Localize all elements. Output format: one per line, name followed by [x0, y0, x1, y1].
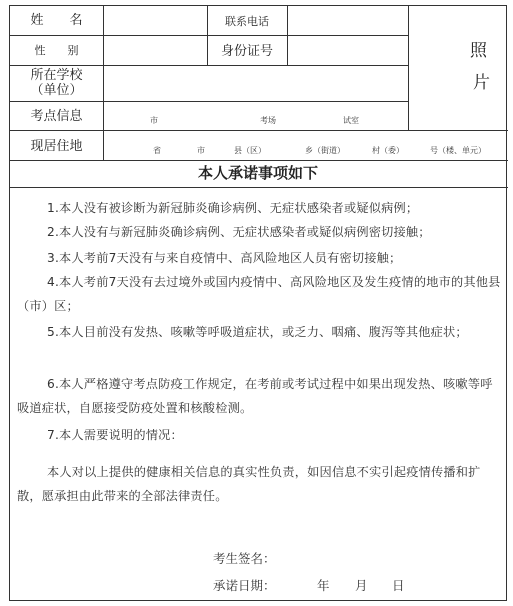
- school-label-line1: 所在学校: [30, 68, 83, 83]
- row-divider: [10, 101, 408, 102]
- signature-input[interactable]: [280, 548, 480, 570]
- name-input[interactable]: [104, 6, 207, 35]
- name-label: 姓 名: [30, 13, 83, 28]
- date-day: 日: [392, 578, 405, 593]
- exam-city-suffix: 市: [150, 116, 158, 125]
- pledge-form: [9, 5, 507, 601]
- address-label: 现居住地: [30, 139, 83, 154]
- address-city-suffix: 市: [197, 146, 205, 155]
- photo-label-2: 片: [473, 73, 490, 93]
- pledge-statement: 本人对以上提供的健康相关信息的真实性负责，如因信息不实引起疫情传播和扩散，愿承担由此带来的全部法律责任。: [17, 465, 481, 503]
- address-village-suffix: 村（委）: [372, 146, 404, 155]
- phone-input[interactable]: [288, 6, 408, 35]
- school-input[interactable]: [104, 66, 408, 101]
- photo-label-1: 照: [470, 41, 487, 61]
- exam-room-suffix: 试室: [343, 116, 359, 125]
- id-number-input[interactable]: [288, 36, 408, 65]
- pledge-heading: 本人承诺事项如下: [197, 164, 318, 182]
- address-county-suffix: 县（区）: [234, 146, 266, 155]
- address-town-suffix: 乡（街道）: [305, 146, 345, 155]
- school-label-line2: （单位）: [30, 83, 83, 98]
- address-number-suffix: 号（楼、单元）: [430, 146, 486, 155]
- gender-input[interactable]: [104, 36, 207, 65]
- pledge-item-7: 7.本人需要说明的情况：: [47, 428, 183, 442]
- pledge-item-4: 4.本人考前7天没有去过境外或国内疫情中、高风险地区及发生疫情的地市的其他县（市）区；: [17, 275, 501, 313]
- pledge-item-2: 2.本人没有与新冠肺炎确诊病例、无症状感染者或疑似病例密切接触；: [47, 225, 431, 239]
- signature-label: 考生签名：: [213, 551, 276, 566]
- phone-label: 联系电话: [225, 15, 269, 28]
- photo-box[interactable]: [409, 6, 508, 130]
- gender-label: 性 别: [34, 44, 79, 57]
- pledge-item-3: 3.本人考前7天没有与来自疫情中、高风险地区人员有密切接触；: [47, 251, 402, 265]
- pledge-item-5: 5.本人目前没有发热、咳嗽等呼吸道症状，或乏力、咽痛、腹泻等其他症状；: [47, 325, 468, 339]
- address-province-suffix: 省: [153, 146, 161, 155]
- pledge-item-1: 1.本人没有被诊断为新冠肺炎确诊病例、无症状感染者或疑似病例；: [47, 201, 419, 215]
- date-label: 承诺日期：: [213, 578, 276, 593]
- date-month: 月: [355, 578, 368, 593]
- exam-site-suffix: 考场: [260, 116, 276, 125]
- pledge-item-6: 6.本人严格遵守考点防疫工作规定，在考前或考试过程中如果出现发热、咳嗽等呼吸道症状，自愿接受防疫处置和核酸检测。: [17, 377, 493, 415]
- school-label: [10, 68, 103, 98]
- row-divider: [10, 130, 508, 131]
- id-number-label: 身份证号: [220, 44, 273, 59]
- row-divider: [10, 187, 508, 188]
- row-divider: [10, 160, 508, 161]
- date-year: 年: [317, 578, 330, 593]
- exam-site-label: 考点信息: [30, 109, 83, 124]
